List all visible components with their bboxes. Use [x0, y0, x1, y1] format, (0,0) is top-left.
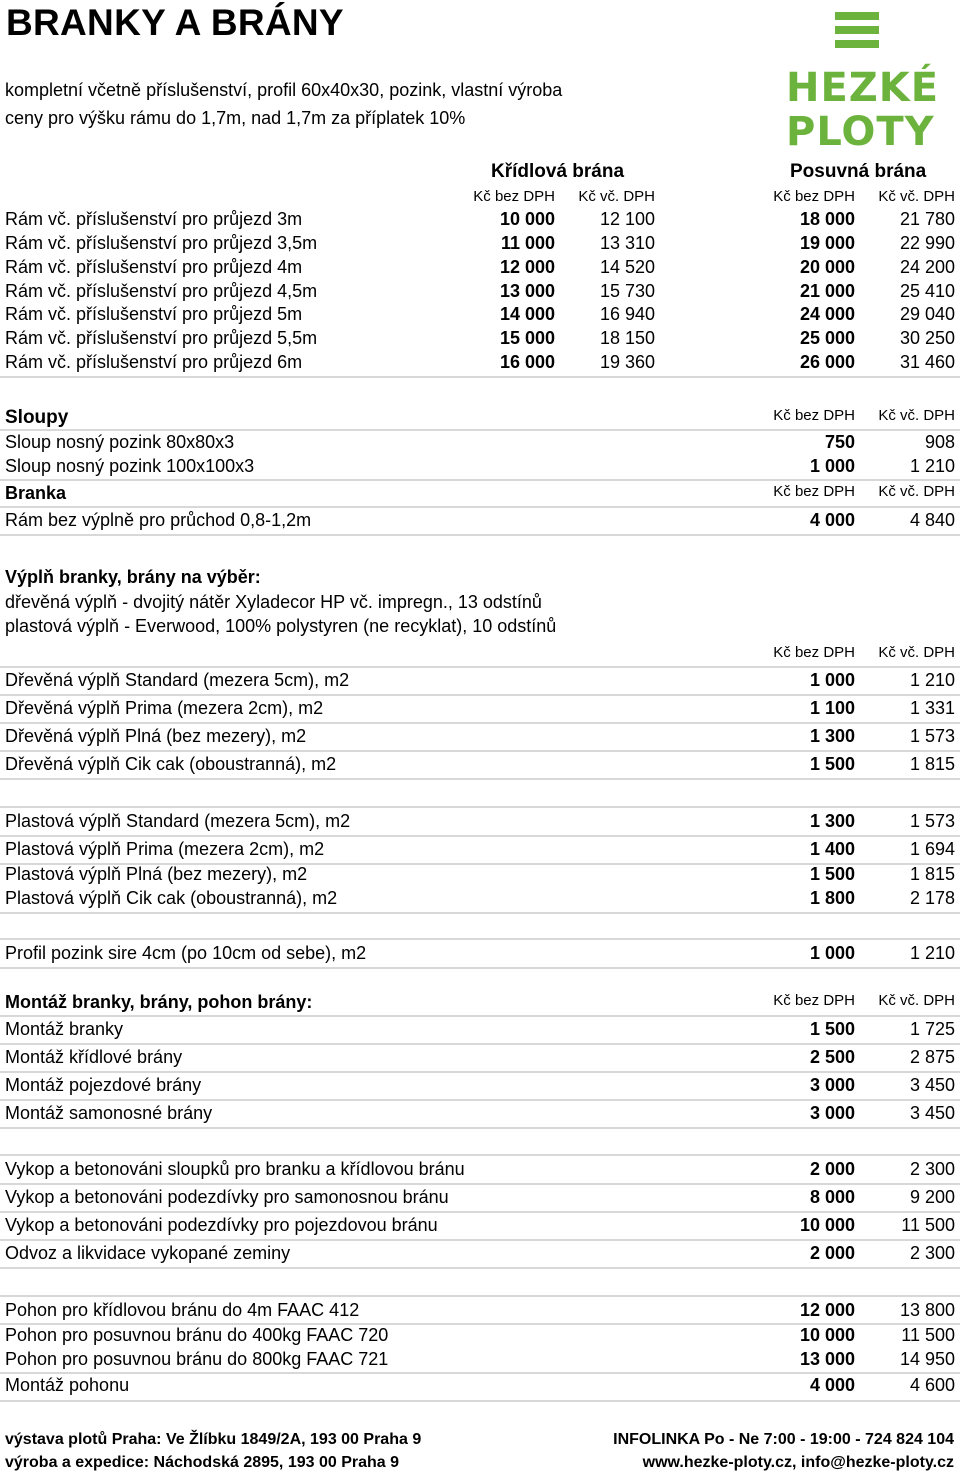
price-bez: 1 500 — [809, 754, 855, 774]
table-row — [0, 432, 960, 456]
price-vc: 1 210 — [909, 456, 955, 476]
price-vc: 2 300 — [909, 1159, 955, 1179]
price-bez: 2 500 — [809, 1047, 855, 1067]
col-header-vc: Kč vč. DPH — [578, 188, 655, 205]
price-vc: 14 950 — [899, 1349, 955, 1369]
price-bez: 12 000 — [499, 257, 555, 277]
divider — [0, 1400, 960, 1402]
price-bez: 20 000 — [799, 257, 855, 277]
divider — [0, 1071, 960, 1073]
row-label: Rám vč. příslušenství pro průjezd 4m — [5, 257, 303, 277]
price-vc: 11 500 — [901, 1215, 955, 1235]
table-row — [0, 456, 960, 480]
table-row — [0, 943, 960, 967]
section-header-vypln — [0, 567, 960, 591]
price-bez: 750 — [824, 432, 855, 452]
price-vc: 1 815 — [909, 754, 955, 774]
price-bez: 1 400 — [809, 839, 855, 859]
logo-text-line2: PLOTY — [786, 109, 935, 155]
row-label: Rám vč. příslušenství pro průjezd 3,5m — [5, 233, 318, 253]
divider — [0, 1043, 960, 1045]
table-row — [0, 864, 960, 888]
section-header-montaz — [0, 992, 960, 1016]
divider — [0, 429, 960, 431]
intro-line-2: ceny pro výšku rámu do 1,7m, nad 1,7m za příplatek 10% — [5, 108, 466, 128]
row-label: Plastová výplň Prima (mezera 2cm), m2 — [5, 839, 325, 859]
group-header-kridlova: Křídlová brána — [491, 161, 625, 182]
table-row — [0, 1215, 960, 1239]
divider — [0, 778, 960, 780]
price-vc: 12 100 — [599, 209, 655, 229]
price-vc: 11 500 — [901, 1325, 955, 1345]
table-row — [0, 510, 960, 534]
logo-text-line1: HEZKÉ — [786, 65, 940, 111]
row-label: Dřevěná výplň Standard (mezera 5cm), m2 — [5, 670, 350, 690]
row-label: Pohon pro posuvnou bránu do 800kg FAAC 721 — [5, 1349, 389, 1369]
row-label: Montáž pojezdové brány — [5, 1075, 202, 1095]
table-row — [0, 233, 960, 257]
price-bez: 10 000 — [799, 1325, 855, 1345]
price-bez: 1 100 — [809, 698, 855, 718]
price-vc: 1 573 — [909, 726, 955, 746]
price-bez: 1 300 — [809, 811, 855, 831]
col-header-bez: Kč bez DPH — [773, 188, 855, 205]
table-row — [0, 839, 960, 863]
row-label: Montáž pohonu — [5, 1375, 130, 1395]
section-title: Výplň branky, brány na výběr: — [5, 567, 261, 587]
price-vc: 1 694 — [909, 839, 955, 859]
price-vc: 13 310 — [599, 233, 655, 253]
price-vc: 24 200 — [899, 257, 955, 277]
row-label: Plastová výplň Plná (bez mezery), m2 — [5, 864, 308, 884]
price-bez: 18 000 — [799, 209, 855, 229]
divider — [0, 912, 960, 914]
price-bez: 1 500 — [809, 864, 855, 884]
price-bez: 1 000 — [809, 943, 855, 963]
row-label: Montáž branky — [5, 1019, 124, 1039]
price-vc: 1 210 — [909, 670, 955, 690]
row-label: Sloup nosný pozink 80x80x3 — [5, 432, 235, 452]
table-row — [0, 257, 960, 281]
divider — [0, 1211, 960, 1213]
desc-line — [0, 592, 960, 616]
price-vc: 15 730 — [599, 281, 655, 301]
table-row — [0, 698, 960, 722]
price-vc: 1 815 — [909, 864, 955, 884]
footer-address-production: výroba a expedice: Náchodská 2895, 193 00 Praha 9 — [5, 1454, 400, 1471]
table-row — [0, 1019, 960, 1043]
section-title: Branka — [5, 483, 67, 503]
price-bez: 12 000 — [799, 1300, 855, 1320]
page-title: BRANKY A BRÁNY — [6, 2, 344, 43]
footer-address-showroom: výstava plotů Praha: Ve Žlíbku 1849/2A, 193 00 Praha 9 — [5, 1431, 422, 1448]
table-row — [0, 1300, 960, 1324]
price-bez: 14 000 — [499, 304, 555, 324]
row-label: Pohon pro křídlovou bránu do 4m FAAC 412 — [5, 1300, 360, 1320]
price-vc: 22 990 — [899, 233, 955, 253]
table-row — [0, 1325, 960, 1349]
table-row — [0, 328, 960, 352]
divider — [0, 666, 960, 668]
divider — [0, 750, 960, 752]
price-bez: 10 000 — [799, 1215, 855, 1235]
divider — [0, 722, 960, 724]
price-vc: 4 600 — [909, 1375, 955, 1395]
row-label: Dřevěná výplň Plná (bez mezery), m2 — [5, 726, 307, 746]
col-header-vc: Kč vč. DPH — [878, 644, 955, 661]
price-vc: 29 040 — [899, 304, 955, 324]
table-row — [0, 1349, 960, 1373]
table-row — [0, 1103, 960, 1127]
row-label: Odvoz a likvidace vykopané zeminy — [5, 1243, 291, 1263]
table-row — [0, 1187, 960, 1211]
price-bez: 26 000 — [799, 352, 855, 372]
desc-text: plastová výplň - Everwood, 100% polystyren (ne recyklat), 10 odstínů — [5, 616, 557, 636]
price-bez: 1 800 — [809, 888, 855, 908]
divider — [0, 479, 960, 481]
row-label: Dřevěná výplň Prima (mezera 2cm), m2 — [5, 698, 324, 718]
table-row — [0, 281, 960, 305]
price-vc: 3 450 — [909, 1103, 955, 1123]
price-bez: 4 000 — [809, 1375, 855, 1395]
price-vc: 31 460 — [899, 352, 955, 372]
divider — [0, 1267, 960, 1269]
row-label: Rám vč. příslušenství pro průjezd 5,5m — [5, 328, 318, 348]
col-header-vc: Kč vč. DPH — [878, 407, 955, 424]
price-vc: 25 410 — [899, 281, 955, 301]
row-label: Rám bez výplně pro průchod 0,8-1,2m — [5, 510, 312, 530]
price-bez: 10 000 — [499, 209, 555, 229]
price-vc: 908 — [924, 432, 955, 452]
price-bez: 13 000 — [499, 281, 555, 301]
price-vc: 14 520 — [599, 257, 655, 277]
divider — [0, 1154, 960, 1156]
section-title: Sloupy — [5, 407, 69, 428]
divider — [0, 506, 960, 508]
price-vc: 1 210 — [909, 943, 955, 963]
row-label: Vykop a betonováni sloupků pro branku a křídlovou bránu — [5, 1159, 465, 1179]
price-bez: 2 000 — [809, 1159, 855, 1179]
divider — [0, 1015, 960, 1017]
price-vc: 9 200 — [909, 1187, 955, 1207]
col-header-vc: Kč vč. DPH — [878, 483, 955, 500]
section-header-branka — [0, 483, 960, 507]
price-bez: 3 000 — [809, 1075, 855, 1095]
row-label: Plastová výplň Standard (mezera 5cm), m2 — [5, 811, 351, 831]
price-vc: 16 940 — [599, 304, 655, 324]
desc-text: dřevěná výplň - dvojitý nátěr Xyladecor HP vč. impregn., 13 odstínů — [5, 592, 542, 612]
divider — [0, 1372, 960, 1374]
group-header-posuvna: Posuvná brána — [790, 161, 927, 182]
price-bez: 21 000 — [799, 281, 855, 301]
price-bez: 19 000 — [799, 233, 855, 253]
intro-line-1: kompletní včetně příslušenství, profil 60x40x30, pozink, vlastní výroba — [5, 80, 563, 100]
col-header-bez: Kč bez DPH — [473, 188, 555, 205]
divider — [0, 806, 960, 808]
price-vc: 2 178 — [909, 888, 955, 908]
table-row — [0, 1243, 960, 1267]
vypln-column-headers — [0, 644, 960, 668]
divider — [0, 835, 960, 837]
divider — [0, 967, 960, 969]
divider — [0, 694, 960, 696]
price-vc: 21 780 — [899, 209, 955, 229]
section-header-sloupy — [0, 407, 960, 431]
price-bez: 4 000 — [809, 510, 855, 530]
row-label: Rám vč. příslušenství pro průjezd 3m — [5, 209, 303, 229]
footer-infoline: INFOLINKA Po - Ne 7:00 - 19:00 - 724 824 104 — [613, 1431, 954, 1448]
price-vc: 19 360 — [599, 352, 655, 372]
price-vc: 3 450 — [909, 1075, 955, 1095]
row-label: Rám vč. příslušenství pro průjezd 6m — [5, 352, 303, 372]
table-row — [0, 888, 960, 912]
divider — [0, 1295, 960, 1297]
col-header-vc: Kč vč. DPH — [878, 188, 955, 205]
price-vc: 2 300 — [909, 1243, 955, 1263]
price-vc: 1 725 — [909, 1019, 955, 1039]
price-bez: 2 000 — [809, 1243, 855, 1263]
price-bez: 1 000 — [809, 456, 855, 476]
col-header-bez: Kč bez DPH — [773, 992, 855, 1009]
footer-contact-link[interactable]: www.hezke-ploty.cz, info@hezke-ploty.cz — [642, 1454, 954, 1471]
divider — [0, 1127, 960, 1129]
divider — [0, 1239, 960, 1241]
price-bez: 15 000 — [499, 328, 555, 348]
price-bez: 16 000 — [499, 352, 555, 372]
price-vc: 1 331 — [909, 698, 955, 718]
table-row — [0, 726, 960, 750]
row-label: Rám vč. příslušenství pro průjezd 4,5m — [5, 281, 318, 301]
table-row — [0, 352, 960, 376]
divider — [0, 938, 960, 940]
table-row — [0, 209, 960, 233]
desc-line — [0, 616, 960, 640]
divider — [0, 1099, 960, 1101]
row-label: Montáž samonosné brány — [5, 1103, 213, 1123]
table-row — [0, 1375, 960, 1399]
price-bez: 1 300 — [809, 726, 855, 746]
row-label: Montáž křídlové brány — [5, 1047, 183, 1067]
price-bez: 3 000 — [809, 1103, 855, 1123]
logo-icon — [835, 12, 879, 54]
price-bez: 25 000 — [799, 328, 855, 348]
row-label: Rám vč. příslušenství pro průjezd 5m — [5, 304, 303, 324]
row-label: Vykop a betonováni podezdívky pro samonosnou bránu — [5, 1187, 449, 1207]
price-bez: 8 000 — [809, 1187, 855, 1207]
table-row — [0, 670, 960, 694]
table-row — [0, 304, 960, 328]
row-label: Profil pozink sire 4cm (po 10cm od sebe), m2 — [5, 943, 367, 963]
table-row — [0, 754, 960, 778]
price-bez: 1 000 — [809, 670, 855, 690]
price-vc: 30 250 — [899, 328, 955, 348]
divider — [0, 376, 960, 378]
price-vc: 2 875 — [909, 1047, 955, 1067]
row-label: Sloup nosný pozink 100x100x3 — [5, 456, 255, 476]
divider — [0, 534, 960, 536]
col-header-vc: Kč vč. DPH — [878, 992, 955, 1009]
row-label: Plastová výplň Cik cak (oboustranná), m2 — [5, 888, 338, 908]
divider — [0, 1183, 960, 1185]
table-row — [0, 1047, 960, 1071]
row-label: Vykop a betonováni podezdívky pro pojezdovou bránu — [5, 1215, 438, 1235]
table-row — [0, 1159, 960, 1183]
price-bez: 11 000 — [500, 233, 555, 253]
price-vc: 1 573 — [909, 811, 955, 831]
section-title: Montáž branky, brány, pohon brány: — [5, 992, 313, 1012]
price-vc: 4 840 — [909, 510, 955, 530]
col-header-bez: Kč bez DPH — [773, 407, 855, 424]
row-label: Dřevěná výplň Cik cak (oboustranná), m2 — [5, 754, 337, 774]
price-bez: 24 000 — [799, 304, 855, 324]
price-bez: 1 500 — [809, 1019, 855, 1039]
col-header-bez: Kč bez DPH — [773, 483, 855, 500]
table-row — [0, 1075, 960, 1099]
col-header-bez: Kč bez DPH — [773, 644, 855, 661]
price-bez: 13 000 — [799, 1349, 855, 1369]
price-vc: 13 800 — [899, 1300, 955, 1320]
row-label: Pohon pro posuvnou bránu do 400kg FAAC 720 — [5, 1325, 389, 1345]
price-vc: 18 150 — [599, 328, 655, 348]
table-row — [0, 811, 960, 835]
